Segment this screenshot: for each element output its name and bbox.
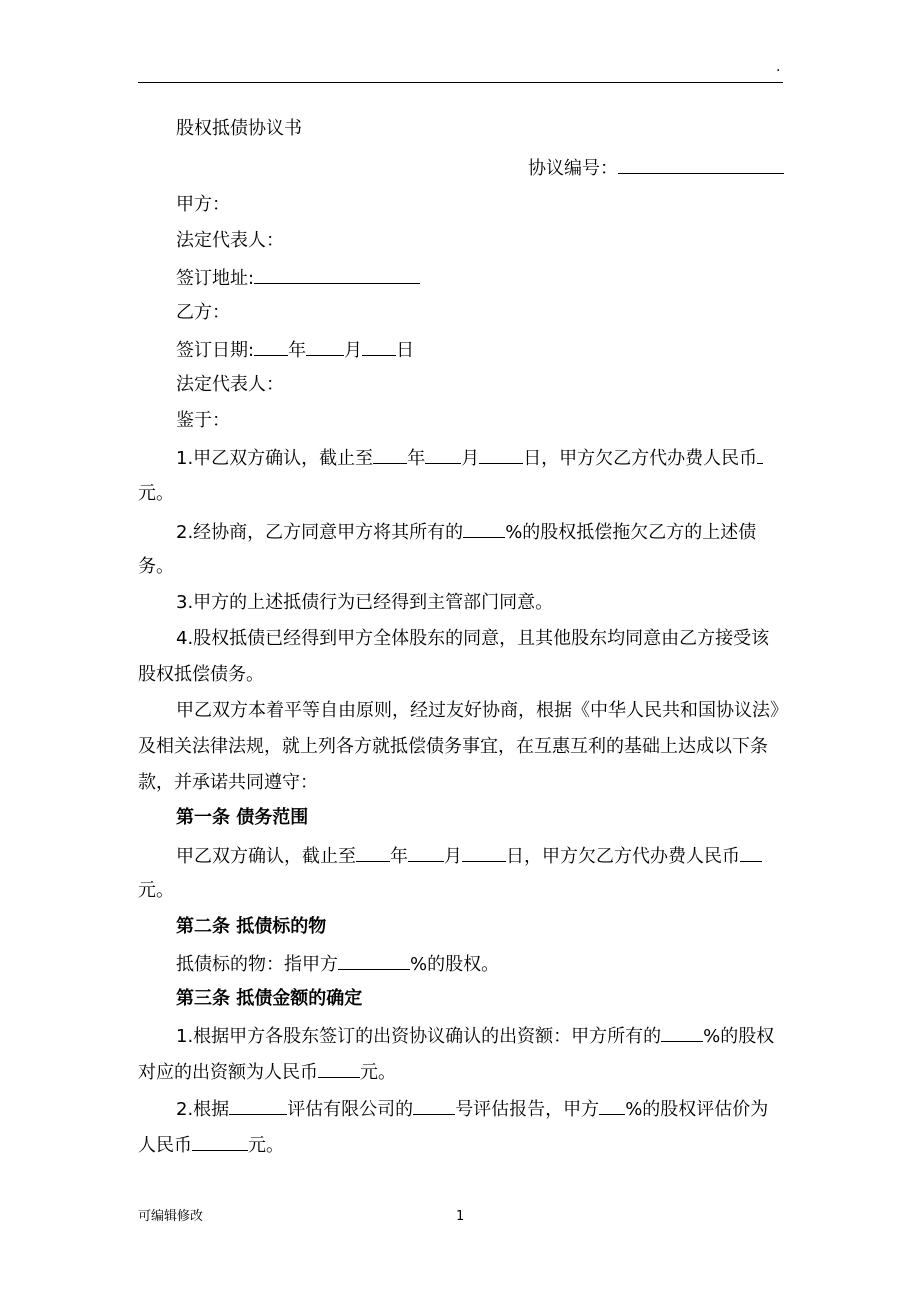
sign-address [176,267,420,289]
blank [254,339,288,356]
blank [318,1061,360,1078]
clause-2-cont: 务。 [138,556,174,577]
article-1-text-2: 日，甲方欠乙方代办费人民币 [506,846,740,867]
article-3-p1-text: 1.根据甲方各股东签订的出资协议确认的出资额：甲方所有的 [176,1026,662,1047]
sign-date-label: 签订日期: [176,340,255,361]
article-3-p1-cont [138,1061,396,1083]
blank [661,1025,703,1042]
article-3-p1 [176,1025,774,1047]
legal-rep-a: 法定代表人： [176,230,284,251]
article-3-p2-text-6: 元。 [248,1135,284,1156]
article-1-month: 月 [444,846,462,867]
article-1-year: 年 [390,846,408,867]
header-mark: . [776,59,781,75]
sign-date [176,339,414,361]
whereas-heading: 鉴于： [176,410,230,431]
preamble-line-1: 甲乙双方本着平等自由原则，经过友好协商，根据《中华人民共和国协议法》 [176,700,788,721]
blank [757,447,763,464]
blank [229,1098,287,1115]
blank [356,845,390,862]
blank [373,447,407,464]
agreement-number [528,157,784,179]
clause-2-text: 2.经协商，乙方同意甲方将其所有的 [176,522,464,543]
article-3-p1-text-2: %的股权 [703,1026,775,1047]
clause-1-cont: 元。 [138,483,174,504]
blank [362,339,396,356]
article-3-p2-text-5: 人民币 [138,1135,192,1156]
blank [408,845,444,862]
sign-date-month: 月 [344,340,363,361]
article-3-heading: 第三条 抵债金额的确定 [176,988,363,1009]
clause-1-month: 月 [461,448,480,469]
blank [338,953,410,970]
blank [306,339,344,356]
document-title: 股权抵债协议书 [176,118,302,139]
clause-4-cont: 股权抵偿债务。 [138,664,264,685]
preamble-line-2: 及相关法律法规，就上列各方就抵偿债务事宜，在互惠互利的基础上达成以下条 [138,736,768,757]
sign-address-blank [254,267,420,284]
clause-2-text-2: %的股权抵偿拖欠乙方的上述债 [505,522,757,543]
article-3-p2 [176,1098,768,1120]
article-3-p2-cont [138,1134,284,1156]
article-2-body [176,953,499,975]
blank [479,447,523,464]
sign-date-day: 日 [396,340,415,361]
blank [192,1134,248,1151]
sign-address-label: 签订地址: [176,268,255,289]
blank [463,521,505,538]
clause-3: 3.甲方的上述抵债行为已经得到主管部门同意。 [176,592,554,613]
article-2-text: 抵债标的物：指甲方 [176,954,338,975]
article-2-heading: 第二条 抵债标的物 [176,916,327,937]
clause-1-year: 年 [407,448,426,469]
agreement-number-blank [618,157,784,174]
preamble-line-3: 款，并承诺共同遵守： [138,772,318,793]
article-3-p1-text-3: 对应的出资额为人民币 [138,1062,318,1083]
article-1-text: 甲乙双方确认，截止至 [176,846,356,867]
blank [425,447,461,464]
article-3-p2-text-3: 号评估报告，甲方 [455,1099,600,1120]
article-2-text-2: %的股权。 [410,954,500,975]
sign-date-year: 年 [288,340,307,361]
party-b: 乙方： [176,302,230,323]
article-3-p2-text: 2.根据 [176,1099,230,1120]
article-3-p1-text-4: 元。 [360,1062,396,1083]
party-a: 甲方： [176,194,230,215]
clause-1-text-2: 日，甲方欠乙方代办费人民币 [523,448,758,469]
clause-1 [176,447,763,469]
page-number: 1 [456,1209,465,1224]
blank [413,1098,455,1115]
clause-1-text: 1.甲乙双方确认，截止至 [176,448,374,469]
article-3-p2-text-4: %的股权评估价为 [625,1099,769,1120]
blank [462,845,506,862]
article-1-cont: 元。 [138,880,174,901]
blank [740,845,762,862]
clause-4: 4.股权抵债已经得到甲方全体股东的同意，且其他股东均同意由乙方接受该 [176,628,770,649]
footer-editable-note: 可编辑修改 [138,1209,204,1224]
blank [599,1098,625,1115]
clause-2 [176,521,756,543]
article-3-p2-text-2: 评估有限公司的 [287,1099,414,1120]
legal-rep-b: 法定代表人： [176,374,284,395]
article-1-heading: 第一条 债务范围 [176,807,309,828]
header-rule [138,82,783,83]
agreement-number-label: 协议编号： [528,158,618,179]
article-1-body [176,845,762,867]
